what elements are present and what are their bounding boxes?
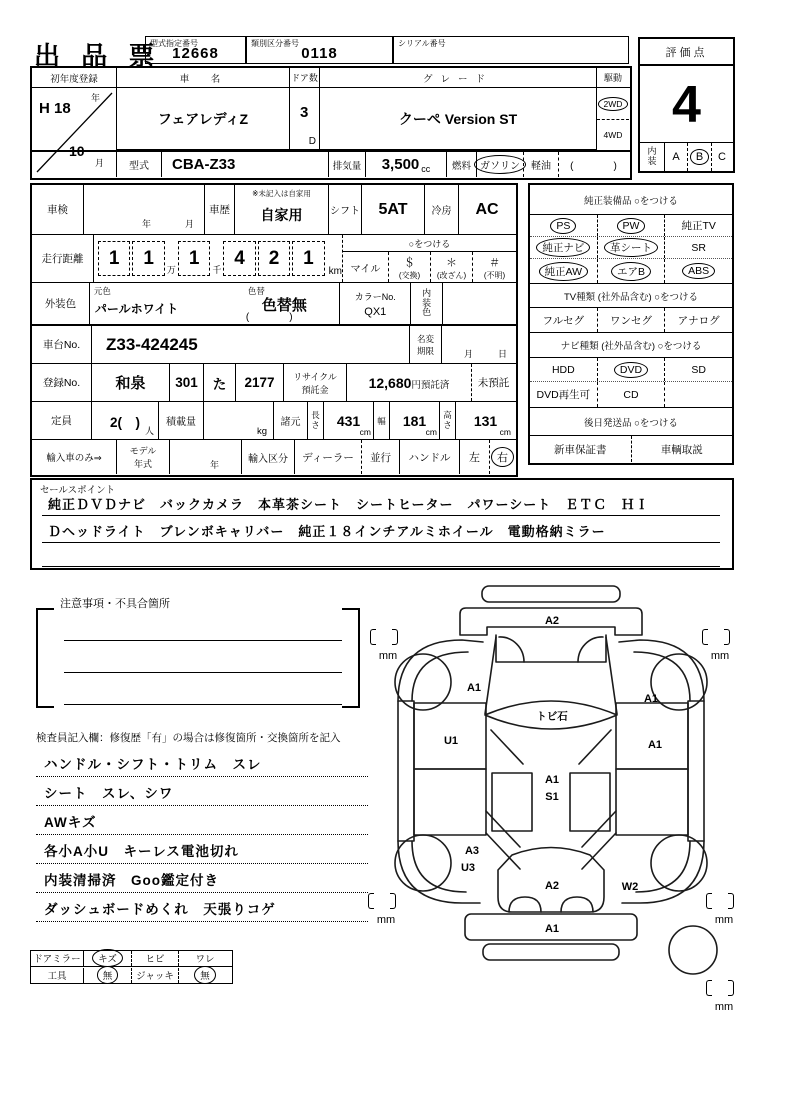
dealer-option: ディーラー <box>295 440 362 474</box>
doors-unit: D <box>308 136 316 147</box>
car-name-value: フェアレディZ <box>117 88 290 150</box>
damage-label-roof-s1: S1 <box>545 791 559 803</box>
circle-note: ○をつける <box>343 235 516 252</box>
equip-leather-seat: 革シート <box>610 242 652 254</box>
recycle-value: 12,680 <box>368 374 412 391</box>
ship-later-title: 後日発送品 ○をつける <box>530 408 732 436</box>
damage-label-rear-glass: A2 <box>544 880 560 892</box>
height-cell <box>456 402 515 439</box>
name-change-month: 月 <box>464 349 474 359</box>
displacement-label: 排気量 <box>329 152 366 177</box>
damage-label-rear-left-a3: A3 <box>464 845 480 857</box>
tread-mm-spare: mm <box>714 1001 734 1013</box>
mileage-digits <box>94 235 342 282</box>
interior-grade-a: A <box>665 143 688 171</box>
mile-option: マイル <box>343 252 389 282</box>
damage-label-roof-a1: A1 <box>544 774 560 786</box>
load-unit: kg <box>256 426 267 437</box>
navi-dvd-play: DVD再生可 <box>536 389 591 401</box>
name-change-date <box>442 326 515 363</box>
tv-analog: アナログ <box>677 314 720 327</box>
mileage-digit: 4 <box>223 241 255 276</box>
damage-label-front-right-fender: A1 <box>643 693 659 705</box>
length-label: 長さ <box>311 410 320 430</box>
name-change-label <box>410 326 442 363</box>
unknown-option <box>473 252 516 282</box>
handle-left: 左 <box>460 440 490 474</box>
model-year-l2: 年式 <box>133 459 152 469</box>
first-reg-era: H 18 <box>39 100 71 117</box>
tools-label: 工具 <box>31 968 84 984</box>
color-no-label: カラーNo. <box>354 291 396 302</box>
tread-mm-rear-left: mm <box>376 914 396 926</box>
model-code-value: CBA-Z33 <box>162 152 329 177</box>
reg-region: 和泉 <box>92 364 170 401</box>
width-cell <box>390 402 440 439</box>
model-designation-value: 12668 <box>172 45 219 62</box>
mirror-kizu: キズ <box>98 951 117 965</box>
history-label: 車歴 <box>205 185 235 234</box>
class-division-label: 類別区分番号 <box>251 39 299 48</box>
model-code-label: 型式 <box>117 152 162 177</box>
doors-cell <box>290 88 320 150</box>
damage-label-rear-right-w2: W2 <box>621 881 639 893</box>
handle-right: 右 <box>497 449 508 465</box>
repaint-paren: ( ) <box>245 312 293 323</box>
mirror-tool-table <box>30 950 233 984</box>
tread-bracket-rear-right <box>706 893 734 909</box>
not-deposited: 未預託 <box>477 377 510 389</box>
damage-label-rear-bumper: A1 <box>544 923 560 935</box>
sales-line-2: Ｄヘッドライト ブレンボキャリバー 純正１８インチアルミホイール 電動格納ミラー <box>42 521 720 543</box>
length-value: 431 <box>336 412 361 429</box>
mileage-digit: 1 <box>132 241 164 276</box>
repaint-label: 色替 <box>247 286 265 296</box>
navi-sd: SD <box>691 363 706 376</box>
recycle-suffix: 円預託済 <box>411 380 450 391</box>
jack-none: 無 <box>200 968 210 982</box>
shift-label: シフト <box>329 185 362 234</box>
inspector-note: ハンドル・シフト・トリム スレ <box>36 748 368 777</box>
inspector-note: AWキズ <box>36 806 368 835</box>
mirror-hibi: ヒビ <box>132 951 179 966</box>
score-value: 4 <box>672 75 701 134</box>
notes-bracket-right <box>342 608 360 708</box>
interior-color-label-cell <box>411 283 443 324</box>
tread-mm-rear-right: mm <box>714 914 734 926</box>
height-value: 131 <box>473 412 498 429</box>
spec-label: 諸元 <box>274 402 308 439</box>
load-label: 積載量 <box>159 402 204 439</box>
parallel-option: 並行 <box>362 440 400 474</box>
serial-number-box <box>393 36 629 64</box>
new-car-warranty: 新車保証書 <box>554 443 607 456</box>
reg-number: 2177 <box>236 364 284 401</box>
tampered-symbol: ＊ <box>446 256 457 269</box>
sen-unit: 千 <box>212 265 222 275</box>
man-unit: 万 <box>166 265 176 275</box>
load-cell <box>204 402 274 439</box>
orig-color-value: パールホワイト <box>94 302 179 316</box>
tread-mm-front-left: mm <box>378 650 398 662</box>
exchange-symbol: ＄ <box>404 256 415 269</box>
sales-points-label: セールスポイント <box>40 485 116 496</box>
grade-label: グレード <box>320 68 597 87</box>
notes-blank-line <box>64 704 342 705</box>
recycle-l2: 預託金 <box>301 384 329 395</box>
inspector-note: 各小A小U キーレス電池切れ <box>36 835 368 864</box>
fuel-gasoline-cell <box>477 152 524 177</box>
name-change-l2: 期限 <box>416 345 434 356</box>
first-reg-year-unit: 年 <box>90 93 100 103</box>
history-value: 自家用 <box>260 206 303 223</box>
class-division-box <box>246 36 393 64</box>
width-value: 181 <box>402 412 427 429</box>
handle-right-cell <box>490 440 515 474</box>
tread-mm-front-right: mm <box>710 650 730 662</box>
car-outline-drawing <box>362 583 774 1017</box>
jack-label: ジャッキ <box>132 968 179 984</box>
serial-number-label: シリアル番号 <box>398 39 446 48</box>
chassis-no-label: 車台No. <box>32 326 92 363</box>
shaken-year-unit: 年 <box>142 219 152 229</box>
tampered-option <box>431 252 473 282</box>
notes-blank-line <box>64 640 342 641</box>
equip-pw: PW <box>622 219 640 232</box>
drive-cell <box>597 88 629 150</box>
capacity-cell <box>92 402 159 439</box>
length-unit: cm <box>359 427 371 437</box>
class-division-value: 0118 <box>301 45 338 62</box>
model-year-cell <box>170 440 242 474</box>
reg-kana: た <box>204 364 236 401</box>
exchange-sub: (交換) <box>398 270 421 280</box>
vehicle-table <box>30 66 632 180</box>
history-note: ※未記入は自家用 <box>252 189 311 198</box>
reg-class-no: 301 <box>170 364 204 401</box>
color-no-cell <box>340 283 411 324</box>
exterior-color-cell <box>90 283 340 324</box>
vehicle-manual: 車輌取説 <box>660 443 703 456</box>
import-division-label: 輸入区分 <box>242 440 295 474</box>
reg-no-label: 登録No. <box>32 364 92 401</box>
sales-line-3 <box>42 547 720 567</box>
equip-oem-aw: 純正AW <box>544 265 583 278</box>
unknown-sub: (不明) <box>483 270 506 280</box>
first-reg-month: 10 <box>69 143 85 159</box>
sales-points-box <box>30 478 734 570</box>
recycle-l1: リサイクル <box>293 371 337 382</box>
mileage-label: 走行距離 <box>32 235 94 282</box>
name-change-l1: 名変 <box>416 333 434 344</box>
handle-label: ハンドル <box>400 440 460 474</box>
doors-value: 3 <box>300 104 309 121</box>
exchange-option <box>389 252 431 282</box>
equipment-title: 純正装備品 ○をつける <box>530 185 732 215</box>
equip-oem-navi: 純正ナビ <box>542 242 585 254</box>
recycle-label <box>284 364 347 401</box>
details-table <box>30 183 518 477</box>
doors-label: ドア数 <box>290 68 320 87</box>
model-year-l1: モデル <box>129 446 157 456</box>
car-name-label: 車 名 <box>117 68 290 87</box>
equip-ps: PS <box>556 219 571 232</box>
shift-value: 5AT <box>362 185 425 234</box>
import-only-label: 輸入車のみ⇒ <box>32 440 117 474</box>
width-unit: cm <box>425 427 437 437</box>
model-year-label <box>117 440 170 474</box>
score-panel <box>638 37 735 173</box>
km-unit: km <box>328 266 342 277</box>
displacement-value: 3,500 <box>381 156 420 173</box>
capacity-value: 2( ) <box>110 414 140 430</box>
page-title: 出 品 票 <box>34 41 162 71</box>
chassis-no-value: Z33-424245 <box>92 326 410 363</box>
grade-value: クーペ Version ST <box>320 88 597 150</box>
mileage-flag-section <box>342 235 516 282</box>
mileage-digit: 1 <box>98 241 130 276</box>
height-label: 高さ <box>443 410 452 430</box>
recycle-deposit-cell <box>347 364 472 401</box>
width-label: 幅 <box>374 402 390 439</box>
damage-label-front-bumper: A2 <box>544 615 560 627</box>
tread-bracket-rear-left <box>368 893 396 909</box>
interior-grade-b: B <box>695 151 704 163</box>
model-designation-box <box>145 36 246 64</box>
fuel-diesel: 軽油 <box>524 152 559 177</box>
drive-2wd: 2WD <box>603 98 623 109</box>
interior-color-label: 内装色 <box>422 287 432 318</box>
score-label: 評価点 <box>640 39 733 66</box>
mileage-digit: 1 <box>292 241 324 276</box>
displacement-cell <box>366 152 447 177</box>
tv-type-title: TV種類 (社外品含む) ○をつける <box>530 284 732 308</box>
tv-fullseg: フルセグ <box>542 314 585 327</box>
inspector-notes <box>36 748 368 922</box>
inspector-header: 検査員記入欄：修復歴「有」の場合は修復箇所・交換箇所を記入 <box>36 732 341 744</box>
tampered-sub: (改ざん) <box>436 270 467 280</box>
capacity-label: 定員 <box>32 402 92 439</box>
inspector-note: シート スレ、シワ <box>36 777 368 806</box>
tools-none: 無 <box>103 968 113 982</box>
color-no-value: QX1 <box>364 305 387 318</box>
navi-dvd: DVD <box>619 363 643 376</box>
unknown-symbol: ＃ <box>489 256 500 269</box>
damage-label-left-door: U1 <box>443 735 459 747</box>
capacity-unit: 人 <box>144 426 154 436</box>
fuel-label: 燃料 <box>447 152 477 177</box>
inspector-note: 内装清掃済 Goo鑑定付き <box>36 864 368 893</box>
length-cell <box>324 402 374 439</box>
fuel-other: ( ) <box>570 161 617 172</box>
exterior-color-label: 外装色 <box>32 283 90 324</box>
damage-diagram <box>362 583 774 1017</box>
door-mirror-label: ドアミラー <box>31 951 84 966</box>
navi-cd: CD <box>623 388 639 401</box>
navi-type-title: ナビ種類 (社外品含む) ○をつける <box>530 333 732 358</box>
interior-grade-label: 内装 <box>647 146 657 166</box>
equip-airbag: エアB <box>617 265 646 278</box>
shaken-date-cell <box>84 185 205 234</box>
tv-oneseg: ワンセグ <box>610 314 652 327</box>
history-cell <box>235 185 329 234</box>
tread-bracket-front-right <box>702 629 730 645</box>
tread-bracket-spare <box>706 980 734 996</box>
cooling-label: 冷房 <box>425 185 459 234</box>
cooling-value: AC <box>475 200 499 218</box>
damage-label-front-left-fender: A1 <box>466 682 482 694</box>
displacement-unit: cc <box>421 163 431 174</box>
drive-label: 駆動 <box>603 73 622 83</box>
notes-box-label: 注意事項・不具合箇所 <box>60 598 170 610</box>
interior-color-value <box>443 283 516 324</box>
equip-sr: SR <box>691 241 706 254</box>
first-reg-month-unit: 月 <box>95 158 105 168</box>
damage-label-windshield-stone-chip: トビ石 <box>536 710 568 723</box>
equip-oem-tv: 純正TV <box>681 220 716 232</box>
damage-label-right-door: A1 <box>647 739 663 751</box>
sales-line-1: 純正ＤＶＤナビ バックカメラ 本革茶シート シートヒーター パワーシート ＥＴＣ ＨＩ <box>42 493 720 516</box>
notes-bracket-left <box>36 608 54 708</box>
tread-bracket-front-left <box>370 629 398 645</box>
notes-blank-line <box>64 672 342 673</box>
inspector-note: ダッシュボードめくれ 天張りコゲ <box>36 893 368 922</box>
interior-grade-c: C <box>718 151 726 163</box>
fuel-gasoline: ガソリン <box>480 157 520 172</box>
navi-hdd: HDD <box>551 363 575 376</box>
height-unit: cm <box>499 427 511 437</box>
mileage-digit: 2 <box>258 241 290 276</box>
orig-color-label: 元色 <box>93 286 111 296</box>
repaint-value: 色替無 <box>261 297 307 314</box>
mileage-digit: 1 <box>178 241 210 276</box>
model-designation-label: 型式指定番号 <box>150 39 198 48</box>
shaken-label: 車検 <box>32 185 84 234</box>
damage-label-rear-left-u3: U3 <box>460 862 476 874</box>
equipment-panel <box>528 183 734 465</box>
drive-4wd: 4WD <box>603 130 623 140</box>
shaken-month-unit: 月 <box>184 219 194 229</box>
name-change-day: 日 <box>497 349 507 359</box>
equip-abs: ABS <box>688 265 710 277</box>
mirror-ware: ワレ <box>195 954 215 966</box>
first-reg-label: 初年度登録 <box>32 68 117 87</box>
model-year-unit: 年 <box>209 460 219 470</box>
